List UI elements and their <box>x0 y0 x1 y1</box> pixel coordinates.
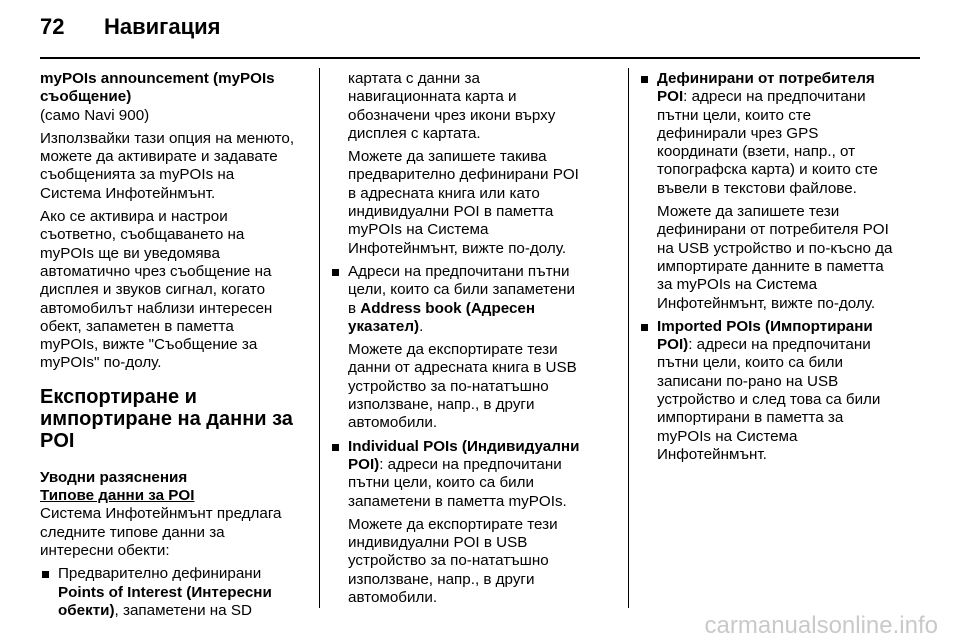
poi-types-list <box>330 263 585 336</box>
column-divider <box>319 68 320 608</box>
paragraph: Използвайки тази опция на менюто, можете да активирате и задавате съобщенията за myPOIs на Система Инфотейнмънт. <box>40 129 295 202</box>
subsection-heading: Уводни разяснения <box>40 468 188 486</box>
watermark: carmanualsonline.info <box>704 612 938 639</box>
list-item: Imported POIs (Импортирани POI): адреси на предпочитани пътни цели, които са били записани по-рано на USB устройство и след това са били импортирани в паметта за myPOIs на Система Инфотейнмънт. <box>639 318 894 464</box>
list-item: Individual POIs (Индивидуални POI): адреси на предпочитани пътни цели, които са били запаметени в паметта myPOIs. <box>330 438 585 511</box>
list-item: Дефинирани от потребителя POI: адреси на предпочитани пътни цели, които сте дефинирали чрез GPS координати (взети, напр., от топографска карта) и които сте въвели в текстови файлове. <box>639 70 894 198</box>
header-rule <box>40 57 920 59</box>
column-2 <box>330 70 585 612</box>
myPOIs-announcement-heading: myPOIs announcement (myPOIs съобщение) <box>40 70 275 106</box>
paragraph: (само Navi 900) <box>40 106 150 124</box>
column-3 <box>639 70 894 469</box>
column-1 <box>40 70 295 625</box>
poi-types-list <box>639 70 894 198</box>
subsection-heading: Типове данни за POI <box>40 487 195 505</box>
paragraph: Можете да експортирате тези данни от адресната книга в USB устройство за по-нататъшно използване, напр., в други автомобили. <box>348 341 577 432</box>
paragraph: Система Инфотейнмънт предлага следните типове данни за интересни обекти: <box>40 505 282 559</box>
section-heading: Експортиране и импортиране на данни за POI <box>40 385 293 452</box>
poi-types-list <box>330 438 585 511</box>
paragraph: Ако се активира и настрои съответно, съобщаването на myPOIs ще ви уведомява автоматично чрез съобщение на дисплея и звуков сигнал, когато автомобилът наблизи интересен обект, запаметен в паметта myPOIs, вижте "Съобщение за myPOIs" по-долу. <box>40 208 273 372</box>
list-item: Предварително дефинирани Points of Interest (Интересни обекти), запаметени на SD <box>40 565 295 620</box>
poi-types-list <box>639 318 894 464</box>
paragraph: Можете да запишете такива предварително дефинирани POI в адресната книга или като индивидуални POI в паметта myPOIs на Система Инфотейнмънт, вижте по-долу. <box>348 148 579 257</box>
paragraph: Можете да експортирате тези индивидуални POI в USB устройство за по-нататъшно използване, напр., в други автомобили. <box>348 515 558 607</box>
page-number: 72 <box>40 14 65 39</box>
section-title: Навигация <box>104 14 221 39</box>
page-header <box>40 14 220 54</box>
column-divider <box>628 68 629 608</box>
poi-types-list <box>40 565 295 620</box>
paragraph: Можете да запишете тези дефинирани от потребителя POI на USB устройство и по-късно да импортирате данните в паметта за myPOIs на Система Инфотейнмънт, вижте по-долу. <box>657 203 893 312</box>
paragraph: картата с данни за навигационната карта и обозначени чрез икони върху дисплея с картата. <box>348 70 556 142</box>
list-item: Адреси на предпочитани пътни цели, които са били запаметени в Address book (Адресен указател). <box>330 263 585 336</box>
